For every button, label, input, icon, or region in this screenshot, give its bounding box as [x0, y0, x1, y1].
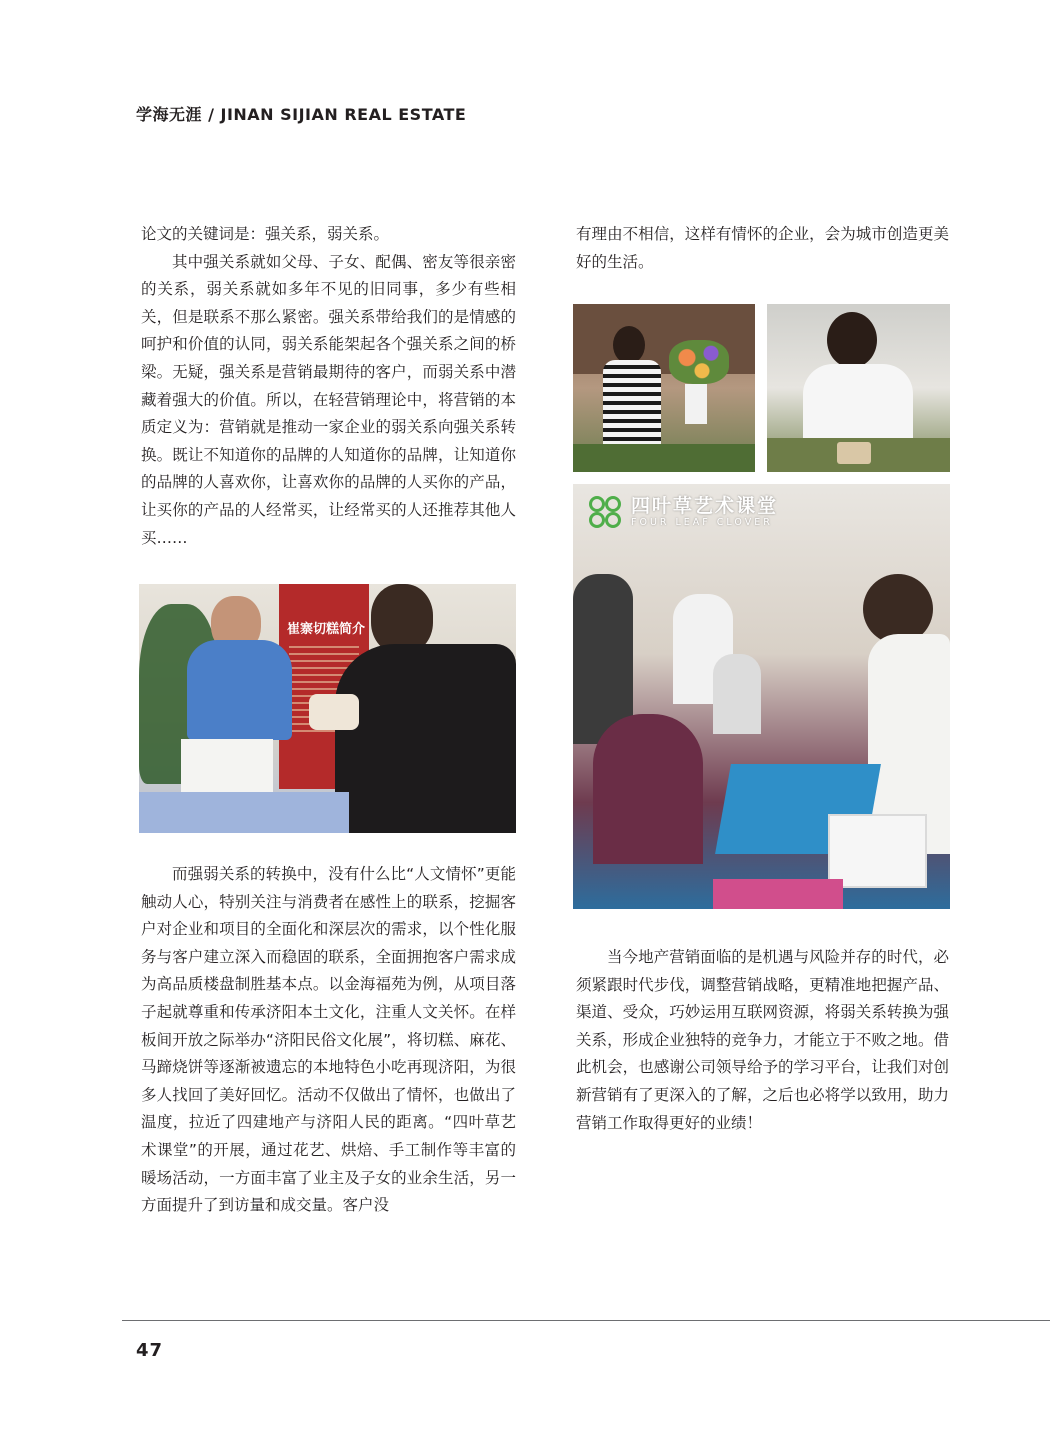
paragraph-conclusion: 当今地产营销面临的是机遇与风险并存的时代，必须紧跟时代步伐，调整营销战略，更精准地把握产品、渠道、受众，巧妙运用互联网资源，将弱关系转换为强关系，形成企业独特的竞争力，才能立于不败之地。借此机会，也感谢公司领导给予的学习平台，让我们对创新营销有了更深入的了解，之后也必将学以致用，助力营销工作取得更好的业绩！: [576, 948, 949, 1132]
paragraph-strong-weak-relations: 其中强关系就如父母、子女、配偶、密友等很亲密的关系，弱关系就如多年不见的旧同事，多少有些相关，但是联系不那么紧密。强关系带给我们的是情感的呵护和价值的认同，弱关系能架起各个强关系之间的桥梁。无疑，强关系是营销最期待的客户，而弱关系中潜藏着强大的价值。所以，在轻营销理论中，将营销的本质定义为：营销就是推动一家企业的弱关系向强关系转换。既让不知道你的品牌的人知道你的品牌，让知道你的品牌的人喜欢你，让喜欢你的品牌的人买你的产品，让买你的产品的人经常买，让经常买的人还推荐其他人买……: [141, 252, 516, 547]
vendor-shirt: [187, 640, 292, 740]
craft-card: [837, 442, 871, 464]
paragraph-humanistic-care: 而强弱关系的转换中，没有什么比“人文情怀”更能触动人心，特别关注与消费者在感性上的联系，挖掘客户对企业和项目的全面化和深层次的需求，以个性化服务与客户建立深入而稳固的联系，全面拥抱客户需求成为高品质楼盘制胜基本点。以金海福苑为例，从项目落子起就尊重和传承济阳本土文化，注重人文关怀。在样板间开放之际举办“济阳民俗文化展”，将切糕、麻花、马蹄烧饼等逐渐被遗忘的本地特色小吃再现济阳，为很多人找回了美好回忆。活动不仅做出了情怀，也做出了温度，拉近了四建地产与济阳人民的距离。“四叶草艺术课堂”的开展，通过花艺、烘焙、手工制作等丰富的暖场活动，一方面丰富了业主及子女的业余生活，另一方面提升了到访量和成交量。客户没: [141, 865, 516, 1215]
poster-title: 崔寨切糕简介: [287, 622, 366, 637]
logo-chinese: 四叶草艺术课堂: [631, 495, 779, 517]
greenery-table: [573, 444, 755, 472]
vase: [685, 384, 707, 424]
woman-front: [593, 714, 703, 864]
left-column-bottom: [141, 861, 516, 1220]
photo-cake-vendor: [139, 584, 516, 833]
girl-head: [827, 312, 877, 368]
photo-flower-arranging: [573, 304, 755, 472]
child-boy: [713, 654, 761, 734]
woman-head: [613, 326, 645, 364]
running-header: 学海无涯 / JINAN SIJIAN REAL ESTATE: [136, 105, 467, 124]
photo-baking-class: [573, 484, 950, 909]
paragraph-keywords: 论文的关键词是：强关系，弱关系。: [141, 225, 390, 243]
pink-tray: [713, 879, 843, 909]
right-column-bottom: [576, 944, 949, 1137]
mooncake-basket: [828, 814, 927, 888]
clover-icon: [587, 494, 623, 530]
customer-jacket: [335, 644, 516, 833]
logo-english: FOUR LEAF CLOVER: [631, 517, 773, 528]
table-cover: [139, 792, 349, 833]
footer-rule: [122, 1320, 1050, 1321]
flower-bouquet: [669, 340, 729, 384]
white-shirt: [803, 364, 913, 448]
striped-dress: [603, 360, 661, 450]
four-leaf-clover-logo: [587, 494, 778, 530]
right-column-top: [576, 221, 949, 276]
left-column-top: [141, 221, 516, 552]
cake-bag: [309, 694, 359, 730]
page-number: 47: [136, 1340, 164, 1361]
paragraph-continuation: 有理由不相信，这样有情怀的企业，会为城市创造更美好的生活。: [576, 225, 949, 271]
photo-leaf-craft: [767, 304, 950, 472]
